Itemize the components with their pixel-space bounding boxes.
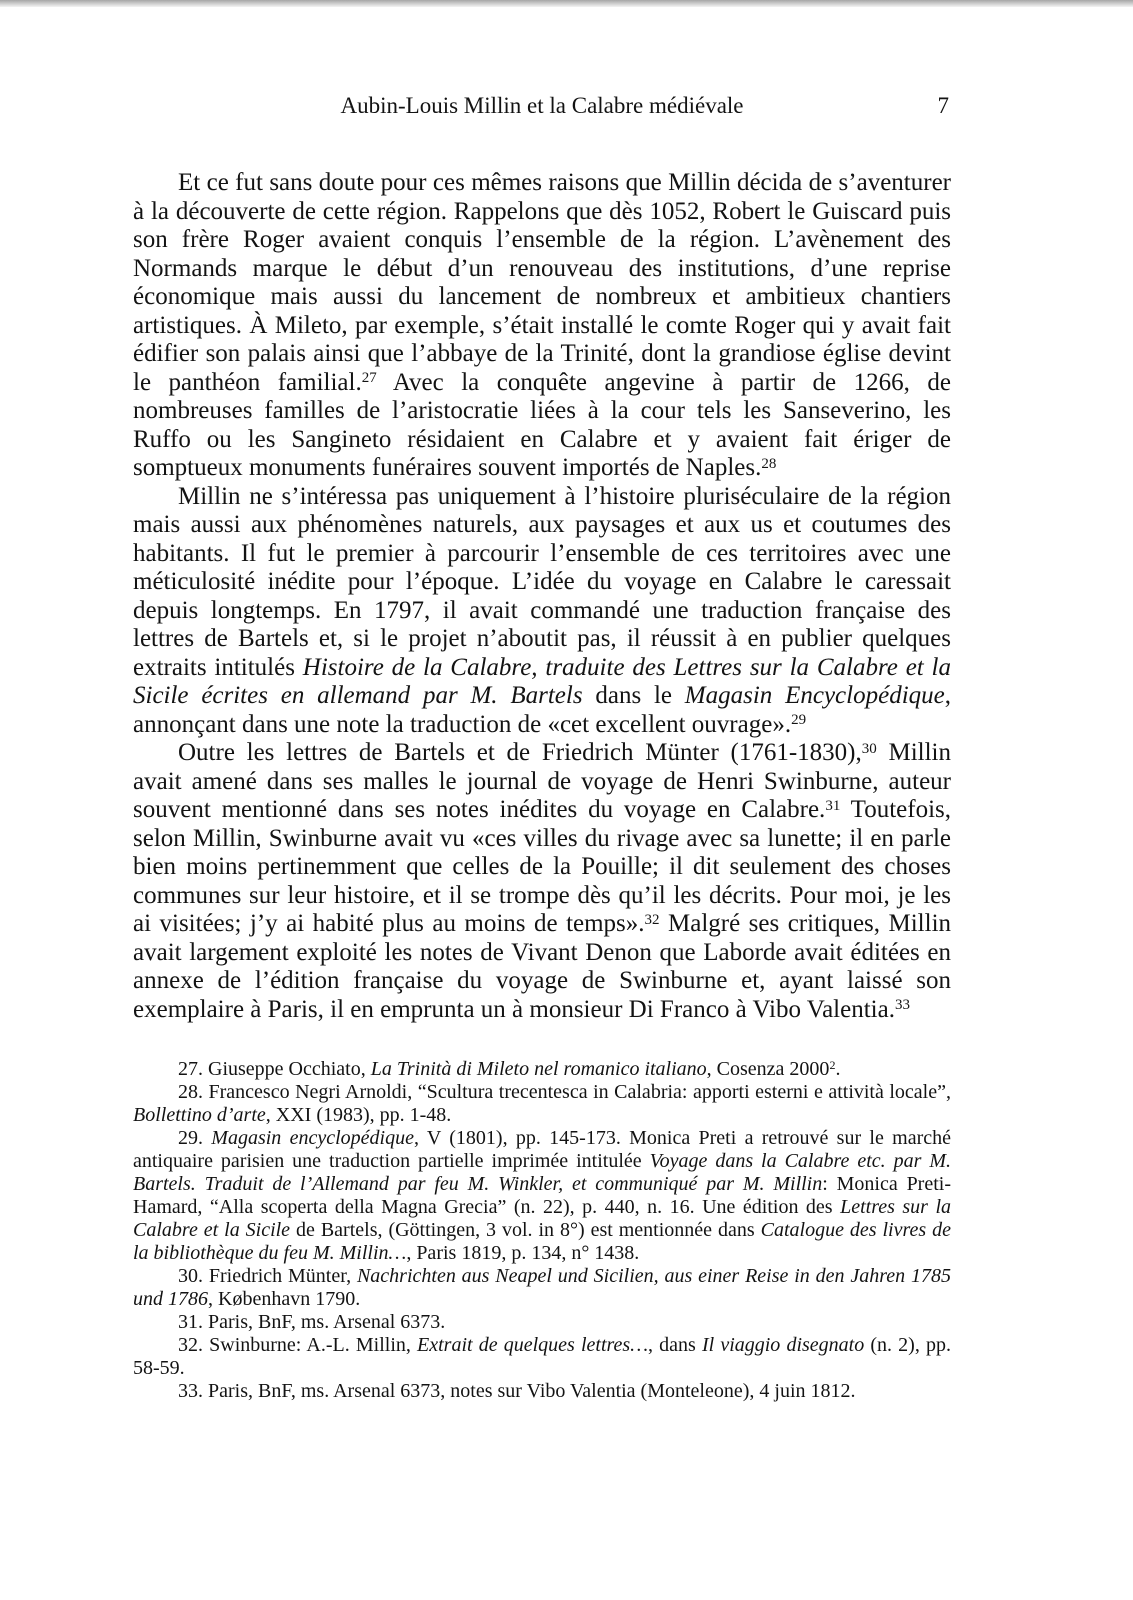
footnote-30: 30. Friedrich Münter, Nachrichten aus Neapel und Sicilien, aus einer Reise in den Jahren 1785 und 1786, København 1790. bbox=[133, 1265, 952, 1310]
footnote-27: 27. Giuseppe Occhiato, La Trinità di Mileto nel romanico italiano, Cosenza 2000$^2$. bbox=[178, 1058, 841, 1080]
page-header bbox=[133, 92, 951, 120]
footnotes-section bbox=[133, 1058, 951, 1403]
footnote-28: 28. Francesco Negri Arnoldi, “Scultura trecentesca in Calabria: apporti esterni e attività locale”, Bollettino d’arte, XXI (1983), pp. 1-48. bbox=[133, 1081, 951, 1126]
body-paragraph-1: Et ce fut sans doute pour ces mêmes raisons que Millin décida de s’aventurer à la découverte de cette région. Rappelons que dès 1052, Robert le Guiscard puis son frère Roger avaient conquis l’ensemble de la région. L’avènement des Normands marque le début d’un renouveau des institutions, d’une reprise économique mais aussi du lancement de nombreux et ambitieux chantiers artistiques. À Mileto, par exemple, s’était installé le comte Roger qui y avait fait édifier son palais ainsi que l’abbaye de la Trinité, dont la grandiose église devint le panthéon familial.$^{27}$ Avec la conquête angevine à partir de 1266, de nombreuses familles de l’aristocratie liées à la cour tels les Sanseverino, les Ruffo ou les Sangineto résidaient en Calabre et y avaient fait ériger de somptueux monuments funéraires souvent importés de Naples.$^{28}$ bbox=[133, 169, 951, 481]
page-number: 7 bbox=[937, 93, 949, 118]
footnote-32: 32. Swinburne: A.-L. Millin, Extrait de quelques lettres…, dans Il viaggio disegnato (n. 2), pp. 58-59. bbox=[133, 1334, 951, 1379]
footnote-29: 29. Magasin encyclopédique, V (1801), pp. 145-173. Monica Preti a retrouvé sur le marché antiquaire parisien une traduction partielle imprimée intitulée Voyage dans la Calabre etc. par M. Bartels. Traduit de l’Allemand par feu M. Winkler, et communiqué par M. Millin: Monica Preti-Hamard, “Alla scoperta della Magna Grecia” (n. 22), p. 440, n. 16. Une édition des Lettres sur la Calabre et la Sicile de Bartels, (Göttingen, 3 vol. in 8°) est mentionnée dans Catalogue des livres de la bibliothèque du feu M. Millin…, Paris 1819, p. 134, n° 1438. bbox=[133, 1127, 952, 1264]
scan-edge-artifact bbox=[0, 0, 1133, 7]
footnote-33: 33. Paris, BnF, ms. Arsenal 6373, notes sur Vibo Valentia (Monteleone), 4 juin 1812. bbox=[178, 1380, 856, 1402]
running-title: Aubin-Louis Millin et la Calabre médiévale bbox=[340, 93, 744, 118]
page-content bbox=[133, 92, 951, 1403]
footnote-31: 31. Paris, BnF, ms. Arsenal 6373. bbox=[178, 1311, 446, 1333]
body-text bbox=[133, 169, 951, 1024]
body-paragraph-3: Outre les lettres de Bartels et de Friedrich Münter (1761-1830),$^{30}$ Millin avait amené dans ses malles le journal de voyage de Henri Swinburne, auteur souvent mentionné dans ses notes inédites du voyage en Calabre.$^{31}$ Toutefois, selon Millin, Swinburne avait vu «ces villes du rivage avec sa lunette; il en parle bien moins pertinemment que celles de la Pouille; il dit seulement des choses communes sur leur histoire, et il se trompe dès qu’il les décrits. Pour moi, je les ai visitées; j’y ai habité plus au moins de temps».$^{32}$ Malgré ses critiques, Millin avait largement exploité les notes de Vivant Denon que Laborde avait éditées en annexe de l’édition française du voyage de Swinburne et, ayant laissé son exemplaire à Paris, il en emprunta un à monsieur Di Franco à Vibo Valentia.$^{33}$ bbox=[133, 739, 952, 1023]
body-paragraph-2: Millin ne s’intéressa pas uniquement à l’histoire pluriséculaire de la région mais aussi aux phénomènes naturels, aux paysages et aux us et coutumes des habitants. Il fut le premier à parcourir l’ensemble de ces territoires avec une méticulosité inédite pour l’époque. L’idée du voyage en Calabre le caressait depuis longtemps. En 1797, il avait commandé une traduction française des lettres de Bartels et, si le projet n’aboutit pas, il réussit à en publier quelques extraits intitulés Histoire de la Calabre, traduite des Lettres sur la Calabre et la Sicile écrites en allemand par M. Bartels dans le Magasin Encyclopédique, annonçant dans une note la traduction de «cet excellent ouvrage».$^{29}$ bbox=[133, 482, 952, 738]
